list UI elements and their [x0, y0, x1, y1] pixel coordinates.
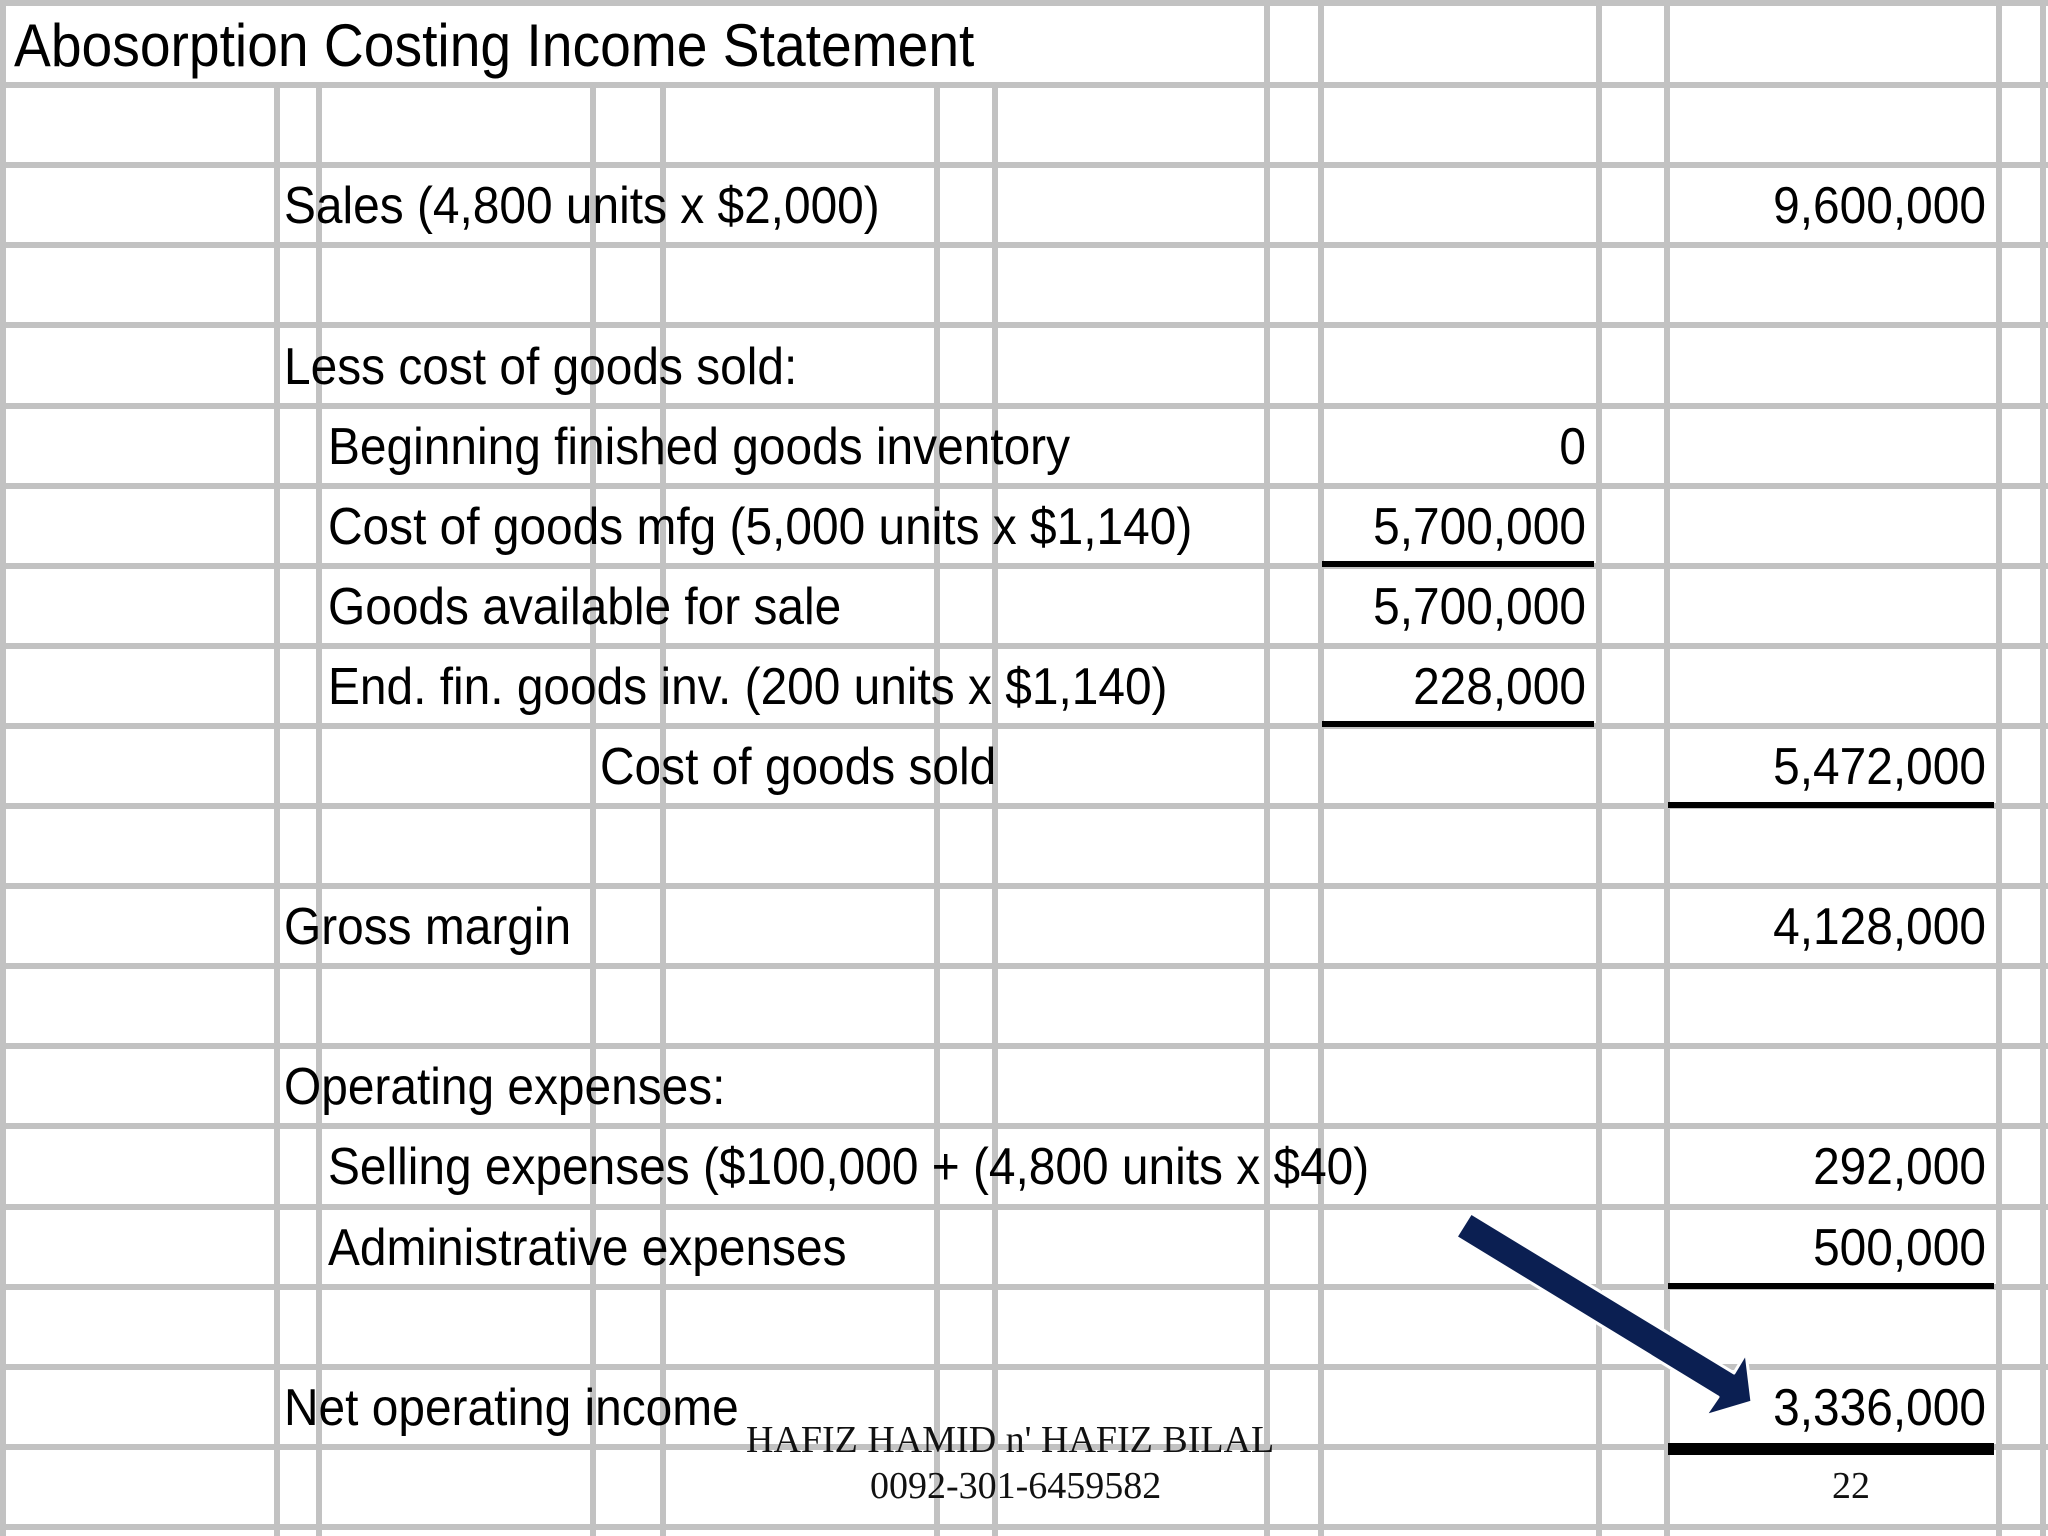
amount-gross-margin: 4,128,000 [1773, 898, 1986, 956]
row-label-administrative-expenses: Administrative expenses [328, 1219, 847, 1277]
statement-title: Abosorption Costing Income Statement [14, 12, 975, 79]
amount-cost-goods-mfg: 5,700,000 [1373, 498, 1586, 556]
amount-cost-goods-sold: 5,472,000 [1773, 738, 1986, 796]
row-label-cost-goods-sold: Cost of goods sold [600, 738, 997, 796]
page-number: 22 [1832, 1465, 1870, 1507]
row-label-cost-goods-mfg: Cost of goods mfg (5,000 units x $1,140) [328, 498, 1193, 556]
footer-phone: 0092-301-6459582 [870, 1465, 1162, 1507]
arrow-shape [1456, 1213, 1752, 1416]
row-label-less-cogs: Less cost of goods sold: [284, 338, 798, 396]
footer-authors: HAFIZ HAMID n' HAFIZ BILAL [746, 1419, 1275, 1461]
row-label-beginning-inventory: Beginning finished goods inventory [328, 418, 1071, 476]
amount-ending-inventory: 228,000 [1413, 658, 1586, 716]
row-label-operating-expenses: Operating expenses: [284, 1058, 726, 1116]
row-label-gross-margin: Gross margin [284, 898, 572, 956]
row-label-goods-available: Goods available for sale [328, 578, 842, 636]
row-label-sales: Sales (4,800 units x $2,000) [284, 177, 880, 235]
amount-goods-available: 5,700,000 [1373, 578, 1586, 636]
amount-administrative-expenses: 500,000 [1813, 1219, 1986, 1277]
amount-beginning-inventory: 0 [1559, 418, 1586, 476]
row-label-net-operating-income: Net operating income [284, 1379, 739, 1437]
row-label-selling-expenses: Selling expenses ($100,000 + (4,800 units x $40) [328, 1138, 1370, 1196]
amount-sales: 9,600,000 [1773, 177, 1986, 235]
amount-net-operating-income: 3,336,000 [1773, 1379, 1986, 1437]
amount-selling-expenses: 292,000 [1813, 1138, 1986, 1196]
row-label-ending-inventory: End. fin. goods inv. (200 units x $1,140) [328, 658, 1168, 716]
